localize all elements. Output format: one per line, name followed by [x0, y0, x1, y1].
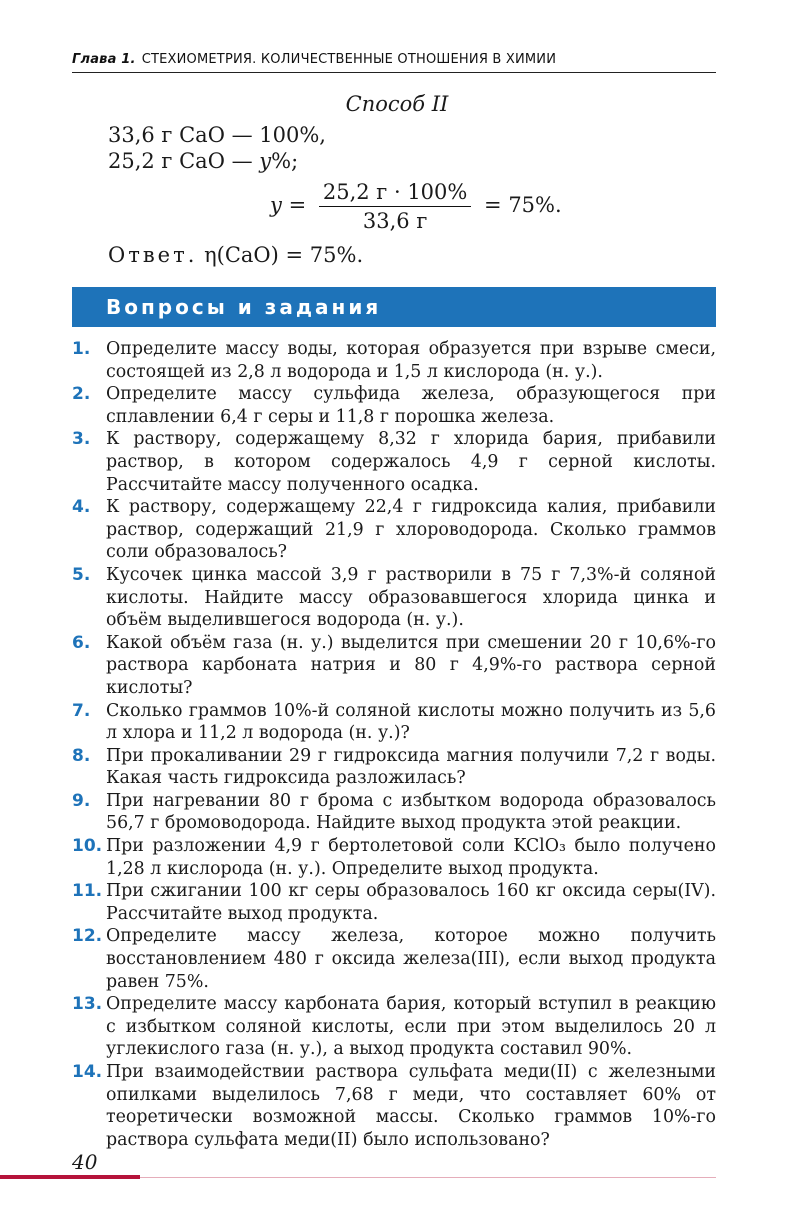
- question-text: Какой объём газа (н. у.) выделится при смешении 20 г 10,6%-го раствора карбоната натрия и 80 г 4,9%-го раствора серной кислоты?: [106, 632, 716, 698]
- list-item: [72, 496, 716, 564]
- list-item: [72, 925, 716, 993]
- question-text: Определите массу воды, которая образуется при взрыве смеси, состоящей из 2,8 л водорода и 1,5 л кислорода (н. у.).: [106, 339, 716, 382]
- questions-list: [72, 338, 716, 1151]
- question-number: 3.: [72, 429, 91, 450]
- question-text: При прокаливании 29 г гидроксида магния получили 7,2 г воды. Какая часть гидроксида разложилась?: [106, 745, 716, 789]
- list-item: [72, 835, 716, 880]
- question-text: При разложении 4,9 г бертолетовой соли KClO₃ было получено 1,28 л кислорода (н. у.). Определите выход продукта.: [106, 836, 716, 879]
- formula-fraction: [319, 180, 472, 233]
- question-text: Определите массу железа, которое можно получить восстановлением 480 г оксида железа(III), если выход продукта равен 75%.: [106, 926, 716, 992]
- footer-accent-bar: [0, 1175, 140, 1179]
- list-item: [72, 383, 716, 428]
- formula: [270, 180, 562, 233]
- question-number: 9.: [72, 790, 91, 811]
- formula-var: y: [270, 193, 282, 217]
- running-header: [72, 52, 716, 67]
- fraction-denominator: 33,6 г: [362, 209, 428, 233]
- question-text: К раствору, содержащему 22,4 г гидроксида калия, прибавили раствор, содержащий 21,9 г хлороводорода. Сколько граммов соли образовалось?: [106, 497, 716, 563]
- chapter-label: Глава 1.: [72, 52, 136, 67]
- header-rule: [72, 72, 716, 73]
- question-text: При взаимодействии раствора сульфата меди(II) с железными опилками выделилось 7,68 г меди, что составляет 60% от теоретически возможной массы. Сколько граммов 10%-го раствора сульфата меди(II) было использовано?: [106, 1062, 716, 1150]
- page-number: 40: [72, 1150, 98, 1174]
- list-item: [72, 993, 716, 1061]
- method-title: Способ II: [345, 92, 449, 116]
- answer-text: η(CaO) = 75%.: [197, 243, 364, 267]
- question-text: При нагревании 80 г брома с избытком водорода образовалось 56,7 г бромоводорода. Найдите выход продукта этой реакции.: [106, 790, 716, 834]
- question-number: 6.: [72, 632, 91, 653]
- question-number: 2.: [72, 384, 91, 405]
- solution-line-2-a: 25,2 г CaO —: [108, 149, 260, 173]
- question-text: При сжигании 100 кг серы образовалось 160 кг оксида серы(IV). Рассчитайте выход продукта.: [106, 881, 716, 924]
- solution-line-2-var: y: [259, 149, 272, 173]
- question-number: 14.: [72, 1062, 103, 1082]
- question-text: Сколько граммов 10%-й соляной кислоты можно получить из 5,6 л хлора и 11,2 л водорода (н. у.)?: [106, 700, 716, 744]
- list-item: [72, 700, 716, 745]
- formula-result: = 75%.: [484, 193, 562, 217]
- list-item: [72, 338, 716, 383]
- list-item: [72, 632, 716, 700]
- question-number: 7.: [72, 700, 91, 721]
- question-number: 12.: [72, 926, 103, 947]
- solution-line-2-b: %;: [271, 149, 299, 173]
- question-number: 8.: [72, 745, 91, 766]
- question-text: Кусочек цинка массой 3,9 г растворили в 75 г 7,3%-й соляной кислоты. Найдите массу образовавшегося хлорида цинка и объём выделившегося водорода (н. у.).: [106, 564, 716, 631]
- section-title: Вопросы и задания: [106, 295, 382, 319]
- question-number: 5.: [72, 564, 91, 585]
- question-number: 11.: [72, 881, 103, 902]
- fraction-numerator: 25,2 г · 100%: [319, 180, 472, 207]
- question-number: 10.: [72, 836, 103, 857]
- list-item: [72, 564, 716, 632]
- answer-label: Ответ.: [108, 243, 198, 267]
- question-text: Определите массу сульфида железа, образующегося при сплавлении 6,4 г серы и 11,8 г порошка железа.: [106, 384, 716, 427]
- question-number: 13.: [72, 994, 103, 1015]
- list-item: [72, 1061, 716, 1151]
- list-item: [72, 428, 716, 496]
- chapter-title: СТЕХИОМЕТРИЯ. КОЛИЧЕСТВЕННЫЕ ОТНОШЕНИЯ В ХИМИИ: [141, 52, 557, 67]
- list-item: [72, 745, 716, 790]
- list-item: [72, 790, 716, 835]
- question-text: Определите массу карбоната бария, который вступил в реакцию с избытком соляной кислоты, если при этом выделилось 20 л углекислого газа (н. у.), а выход продукта составил 90%.: [106, 994, 716, 1060]
- answer-line: [108, 242, 363, 268]
- solution-line-2: [108, 148, 298, 174]
- question-number: 1.: [72, 339, 91, 359]
- formula-eq: =: [288, 193, 307, 217]
- solution-line-1: 33,6 г CaO — 100%,: [108, 123, 326, 147]
- list-item: [72, 880, 716, 925]
- question-text: К раствору, содержащему 8,32 г хлорида бария, прибавили раствор, в котором содержалось 4,9 г серной кислоты. Рассчитайте массу полученного осадка.: [106, 429, 716, 495]
- footer-rule: [140, 1177, 716, 1178]
- question-number: 4.: [72, 497, 91, 518]
- section-banner: [72, 287, 716, 327]
